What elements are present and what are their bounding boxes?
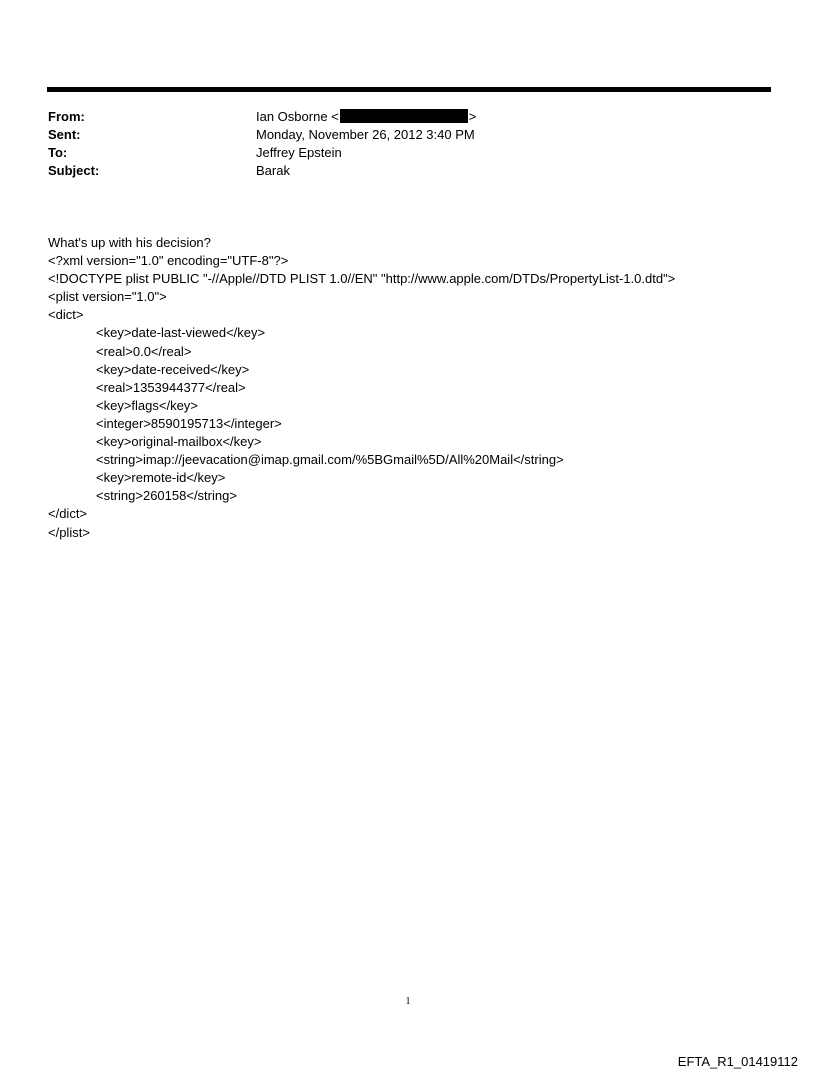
subject-label: Subject:: [48, 163, 100, 178]
email-header: [48, 108, 476, 180]
body-line: <key>flags</key>: [96, 397, 198, 413]
to-row: [48, 144, 476, 162]
email-body: [48, 234, 675, 542]
header-rule: [47, 87, 771, 92]
sent-value: Monday, November 26, 2012 3:40 PM: [256, 127, 475, 142]
body-line: <key>remote-id</key>: [96, 470, 226, 486]
body-line: <key>date-received</key>: [96, 361, 250, 377]
body-line: <?xml version="1.0" encoding="UTF-8"?>: [48, 253, 289, 269]
from-label: From:: [48, 109, 85, 124]
subject-row: [48, 162, 476, 180]
subject-value: Barak: [256, 163, 290, 178]
body-line: <!DOCTYPE plist PUBLIC "-//Apple//DTD PLIST 1.0//EN" "http://www.apple.com/DTDs/PropertyList-1.0.dtd">: [48, 271, 676, 287]
page-number: 1: [405, 996, 411, 1007]
sent-label: Sent:: [48, 127, 81, 142]
to-label: To:: [48, 145, 68, 160]
from-value: [256, 108, 476, 126]
body-line: What's up with his decision?: [48, 235, 211, 250]
redaction-box: [340, 109, 468, 123]
body-line: <string>imap://jeevacation@imap.gmail.com/%5BGmail%5D/All%20Mail</string>: [96, 452, 564, 468]
body-line: <plist version="1.0">: [48, 289, 167, 305]
body-line: </plist>: [48, 524, 90, 540]
body-line: <key>original-mailbox</key>: [96, 434, 262, 450]
from-name: Ian Osborne <: [256, 109, 339, 124]
sent-row: [48, 126, 476, 144]
bates-number: EFTA_R1_01419112: [677, 1054, 798, 1069]
body-line: <real>0.0</real>: [96, 343, 192, 359]
body-line: <integer>8590195713</integer>: [96, 415, 282, 431]
body-line: <dict>: [48, 307, 84, 323]
body-line: <real>1353944377</real>: [96, 379, 246, 395]
body-line: <string>260158</string>: [96, 488, 237, 504]
from-close: >: [468, 109, 477, 124]
body-line: </dict>: [48, 506, 88, 522]
body-line: <key>date-last-viewed</key>: [96, 325, 266, 341]
to-value: Jeffrey Epstein: [256, 145, 342, 160]
from-row: [48, 108, 476, 126]
